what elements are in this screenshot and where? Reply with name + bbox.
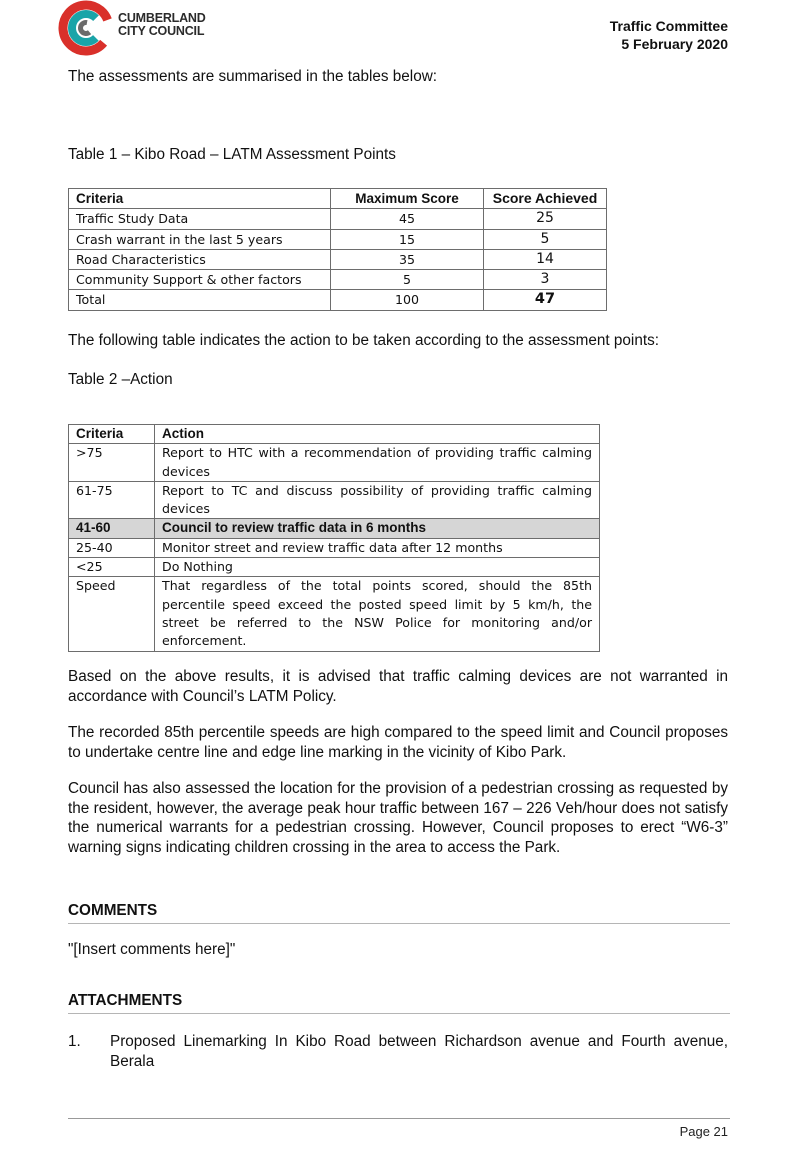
- committee-name: Traffic Committee: [609, 18, 728, 34]
- total-score-cell: 47: [484, 290, 607, 310]
- criteria-cell: Speed: [69, 577, 155, 651]
- table2-title: Table 2 –Action: [68, 371, 173, 388]
- table-row: [69, 209, 607, 229]
- table-row: [69, 558, 600, 577]
- criteria-cell: 25-40: [69, 538, 155, 557]
- column-header: Criteria: [69, 189, 331, 209]
- criteria-cell: 41-60: [69, 519, 155, 538]
- action-cell: Report to HTC with a recommendation of providing traffic calming devices: [155, 444, 600, 482]
- table-header-row: [69, 425, 600, 444]
- score-achieved-cell: 14: [484, 249, 607, 269]
- page-number: Page 21: [679, 1124, 728, 1139]
- max-score-cell: 35: [331, 249, 484, 269]
- max-score-cell: 100: [331, 290, 484, 310]
- criteria-cell: 61-75: [69, 481, 155, 519]
- action-cell: Monitor street and review traffic data after 12 months: [155, 538, 600, 557]
- criteria-cell: Total: [69, 290, 331, 310]
- action-cell: Report to TC and discuss possibility of providing traffic calming devices: [155, 481, 600, 519]
- column-header: Score Achieved: [484, 189, 607, 209]
- footer-divider: [68, 1118, 730, 1119]
- assessment-points-table: [68, 188, 607, 311]
- meeting-date: 5 February 2020: [621, 36, 728, 52]
- table-row: [69, 229, 607, 249]
- table-row: [69, 444, 600, 482]
- max-score-cell: 45: [331, 209, 484, 229]
- table-row: [69, 538, 600, 557]
- score-achieved-cell: 3: [484, 270, 607, 290]
- score-achieved-cell: 5: [484, 229, 607, 249]
- criteria-cell: >75: [69, 444, 155, 482]
- table1-title: Table 1 – Kibo Road – LATM Assessment Points: [68, 146, 396, 163]
- action-table: [68, 424, 600, 652]
- column-header: Criteria: [69, 425, 155, 444]
- criteria-cell: <25: [69, 558, 155, 577]
- table-header-row: [69, 189, 607, 209]
- column-header: Maximum Score: [331, 189, 484, 209]
- criteria-cell: Crash warrant in the last 5 years: [69, 229, 331, 249]
- attachments-heading: ATTACHMENTS: [68, 992, 730, 1014]
- comments-heading: COMMENTS: [68, 902, 730, 924]
- criteria-cell: Road Characteristics: [69, 249, 331, 269]
- criteria-cell: Community Support & other factors: [69, 270, 331, 290]
- result-paragraph: Based on the above results, it is advised that traffic calming devices are not warranted in accordance with Council’s LATM Policy.: [68, 668, 728, 705]
- table-row: [69, 481, 600, 519]
- logo-line-1: CUMBERLAND: [118, 11, 206, 25]
- table-row: [69, 270, 607, 290]
- speed-paragraph: The recorded 85th percentile speeds are high compared to the speed limit and Council proposes to undertake centre line and edge line marking in the vicinity of Kibo Park.: [68, 724, 728, 761]
- column-header: Action: [155, 425, 600, 444]
- comments-placeholder: "[Insert comments here]": [68, 941, 236, 958]
- attachment-number: 1.: [68, 1033, 81, 1050]
- max-score-cell: 15: [331, 229, 484, 249]
- logo-line-2: CITY COUNCIL: [118, 24, 205, 38]
- max-score-cell: 5: [331, 270, 484, 290]
- table-row: [69, 577, 600, 651]
- document-header: [610, 17, 728, 53]
- council-logo: [58, 0, 218, 56]
- table-total-row: [69, 290, 607, 310]
- score-achieved-cell: 25: [484, 209, 607, 229]
- attachment-title: Proposed Linemarking In Kibo Road between Richardson avenue and Fourth avenue, Berala: [110, 1033, 728, 1070]
- action-cell: Council to review traffic data in 6 months: [155, 519, 600, 538]
- table2-intro-text: The following table indicates the action to be taken according to the assessment points:: [68, 332, 659, 349]
- action-cell: Do Nothing: [155, 558, 600, 577]
- action-cell: That regardless of the total points scored, should the 85th percentile speed exceed the posted speed limit by 5 km/h, the street be referred to the NSW Police for monitoring and/or enforcement.: [155, 577, 600, 651]
- table-row: [69, 249, 607, 269]
- crossing-paragraph: Council has also assessed the location for the provision of a pedestrian crossing as requested by the resident, however, the average peak hour traffic between 167 – 226 Veh/hour does not satisfy the numerical warrants for a pedestrian crossing. However, Council proposes to erect “W6-3” warning signs indicating children crossing in the area to access the Park.: [68, 780, 728, 856]
- council-logo-icon: [58, 0, 114, 56]
- highlighted-row: [69, 519, 600, 538]
- intro-text: The assessments are summarised in the tables below:: [68, 68, 437, 85]
- criteria-cell: Traffic Study Data: [69, 209, 331, 229]
